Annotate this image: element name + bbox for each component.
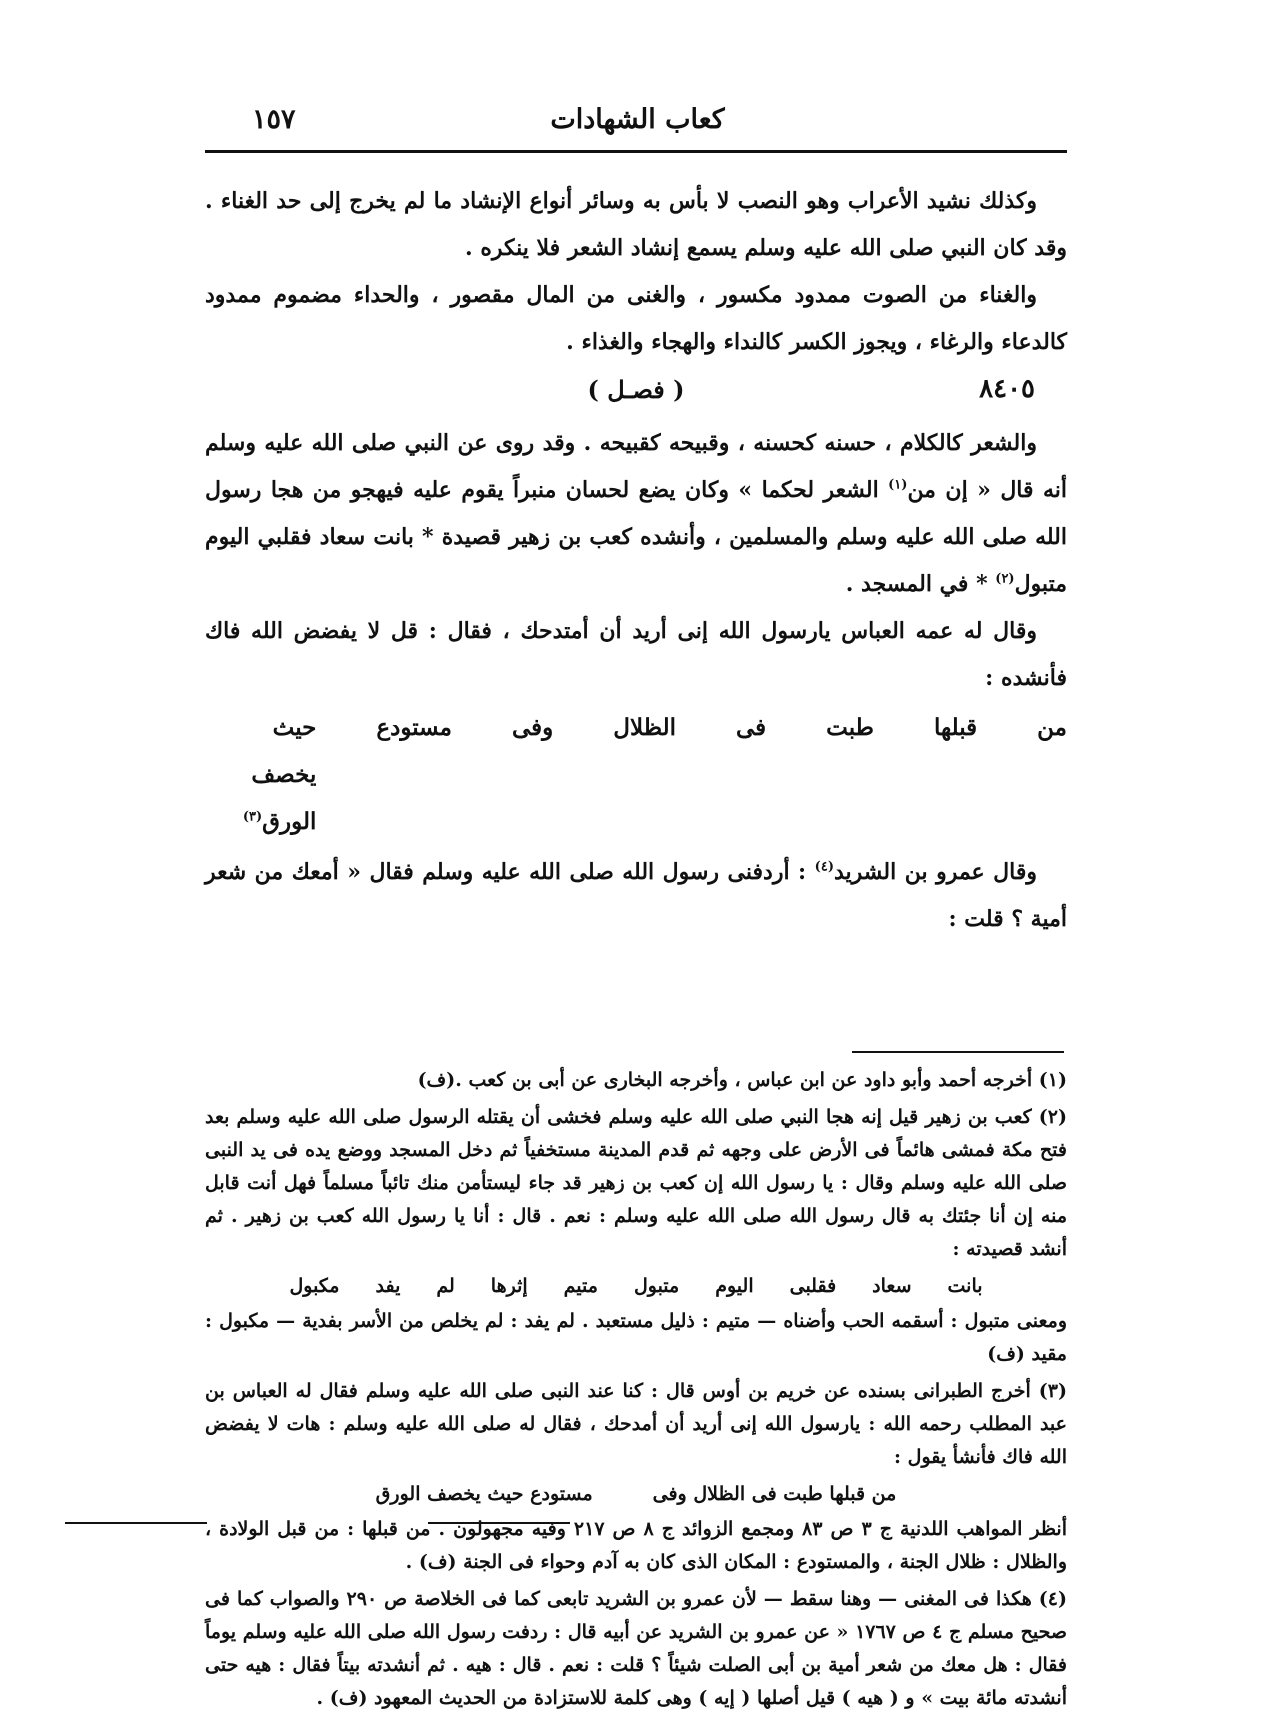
verse-word: من — [1037, 714, 1067, 741]
section-title: ( فصـل ) — [587, 375, 685, 404]
verse-word: فى — [735, 714, 767, 741]
main-text — [205, 178, 1067, 943]
footnote-ref-3: (٣) — [242, 809, 263, 825]
footnote-ref-4: (٤) — [814, 859, 834, 875]
fn-verse-word: سعاد — [872, 1275, 912, 1297]
page-number: ١٥٧ — [252, 104, 296, 135]
footnote-4: (٤) هكذا فى المغنى — وهنا سقط — لأن عمرو بن الشريد تابعى كما فى الخلاصة ص ٢٩٠ والصواب كما فى صحيح مسلم ج ٤ ص ١٧٦٧ « عن عمرو بن الشريد عن أبيه قال : ردفت رسول الله صلى الله عليه وسلم يوماً فقال : هل معك من شعر أمية بن أبى الصلت شيئاً ؟ قلت : نعم . قال : هيه . ثم أنشدته بيتاً فقال : هيه حتى أنشدته مائة بيت » و ( هيه ) قيل أصلها ( إيه ) وهى كلمة للاستزادة من الحديث المعهود (ف) . — [205, 1588, 1067, 1709]
paragraph-2: والغناء من الصوت ممدود مكسور ، والغنى من المال مقصور ، والحداء مضموم ممدود كالدعاء والرغاء ، ويجوز الكسر كالنداء والهجاء والغذاء . — [205, 282, 1067, 355]
fn-verse-word: إثرها — [490, 1275, 528, 1297]
paragraph-5-text-a: وقال عمرو بن الشريد — [833, 859, 1037, 885]
verse-word: الظلال — [613, 714, 676, 741]
poem-verse — [205, 704, 1067, 845]
verse-word — [205, 704, 316, 845]
fn-verse-word: متيم — [563, 1275, 598, 1297]
header-rule — [205, 150, 1067, 153]
footnote-3: (٣) أخرج الطبرانى بسنده عن خريم بن أوس قال : كنا عند النبى صلى الله عليه وسلم فقال له العباس بن عبد المطلب رحمه الله : يارسول الله إنى أريد أن أمدحك ، فقال له صلى الله عليه وسلم : هات لا يفضض الله فاك فأنشأ يقول : — [205, 1380, 1067, 1468]
paragraph-3-text-a: والشعر كالكلام ، حسنه كحسنه ، وقبيحه كقبيحه . وقد روى عن النبي صلى الله عليه وسلم أنه قال « إن من — [205, 430, 1067, 503]
bottom-rule-center — [428, 1522, 570, 1524]
fn-verse-word: مكبول — [289, 1275, 340, 1297]
footnote-2: (٢) كعب بن زهير قيل إنه هجا النبي صلى الله عليه وسلم فخشى أن يقتله الرسول صلى الله عليه وسلم بعد فتح مكة فمشى هائماً فى الأرض على وجهه ثم قدم المدينة مستخفياً ثم دخل المسجد ووضع يده فى يد النبى صلى الله عليه وسلم وقال : يا رسول الله إن كعب بن زهير قد جاء ليستأمن منك تائباً مسلماً فهل أنت قابل منه إن أنا جئتك به قال رسول الله صلى الله عليه وسلم : نعم . قال : أنا يا رسول الله كعب بن زهير . ثم أنشد قصيدته : — [205, 1106, 1067, 1260]
section-heading — [205, 366, 1067, 420]
verse-word: طبت — [826, 714, 874, 741]
paragraph-3 — [205, 420, 1067, 608]
fn3-verse-hemistich: من قبلها طبت فى الظلال وفى — [652, 1483, 897, 1505]
footnote-2-meaning: ومعنى متبول : أسقمه الحب وأضناه — متيم : ذليل مستعبد . لم يفد : لم يخلص من الأسر بفدية — مكبول : مقيد (ف) — [205, 1310, 1067, 1365]
footnotes — [205, 1064, 1067, 1719]
paragraph-5 — [205, 849, 1067, 943]
section-number: ٨٤٠٥ — [979, 374, 1035, 404]
fn-verse-word: متبول — [633, 1275, 680, 1297]
fn-verse-word: يفد — [375, 1275, 401, 1297]
paragraph-1: وكذلك نشيد الأعراب وهو النصب لا بأس به وسائر أنواع الإنشاد ما لم يخرج إلى حد الغناء . وقد كان النبي صلى الله عليه وسلم يسمع إنشاد الشعر فلا ينكره . — [205, 188, 1067, 261]
footnote-ref-2: (٢) — [995, 571, 1015, 587]
verse-word-last: حيث يخصف الورق — [251, 714, 317, 835]
page-header — [210, 96, 1065, 148]
verse-word: وفى — [512, 714, 554, 741]
fn-verse-word: لم — [436, 1275, 455, 1297]
verse-word: قبلها — [934, 714, 978, 741]
verse-word: مستودع — [376, 714, 452, 741]
footnote-3-verse — [205, 1478, 1067, 1511]
fn-verse-word: بانت — [947, 1275, 983, 1297]
paragraph-3-text-c: * في المسجد . — [845, 571, 996, 597]
fn3-verse-hemistich: مستودع حيث يخصف الورق — [375, 1483, 593, 1505]
bottom-rule-left — [65, 1522, 207, 1524]
running-title: كعاب الشهادات — [550, 104, 725, 135]
paragraph-4: وقال له عمه العباس يارسول الله إنى أريد أن أمتدحك ، فقال : قل لا يفضض الله فاك فأنشده : — [205, 618, 1067, 691]
paragraph-5-text-b: : أردفنى رسول الله صلى الله عليه وسلم فقال « أمعك من شعر أمية ؟ قلت : — [205, 859, 1067, 932]
fn-verse-word: اليوم — [715, 1275, 754, 1297]
fn-verse-word: فقلبى — [789, 1275, 837, 1297]
footnote-2-verse — [205, 1270, 1067, 1303]
footnote-separator — [852, 1051, 1064, 1053]
footnote-3-note: أنظر المواهب اللدنية ج ٣ ص ٨٣ ومجمع الزوائد ج ٨ ص ٢١٧ وفيه مجهولون . من قبلها : من قبل الولادة ، والظلال : ظلال الجنة ، والمستودع : المكان الذى كان به آدم وحواء فى الجنة (ف) . — [205, 1518, 1067, 1573]
paragraph-3-text-b: الشعر لحكما » وكان يضع لحسان منبراً يقوم عليه فيهجو من هجا رسول الله صلى الله عليه وسلم والمسلمين ، وأنشده كعب بن زهير قصيدة * بانت سعاد فقلبي اليوم متبول — [205, 477, 1067, 597]
footnote-1: (١) أخرجه أحمد وأبو داود عن ابن عباس ، وأخرجه البخارى عن أبى بن كعب .(ف) — [417, 1069, 1067, 1091]
footnote-ref-1: (١) — [888, 477, 908, 493]
